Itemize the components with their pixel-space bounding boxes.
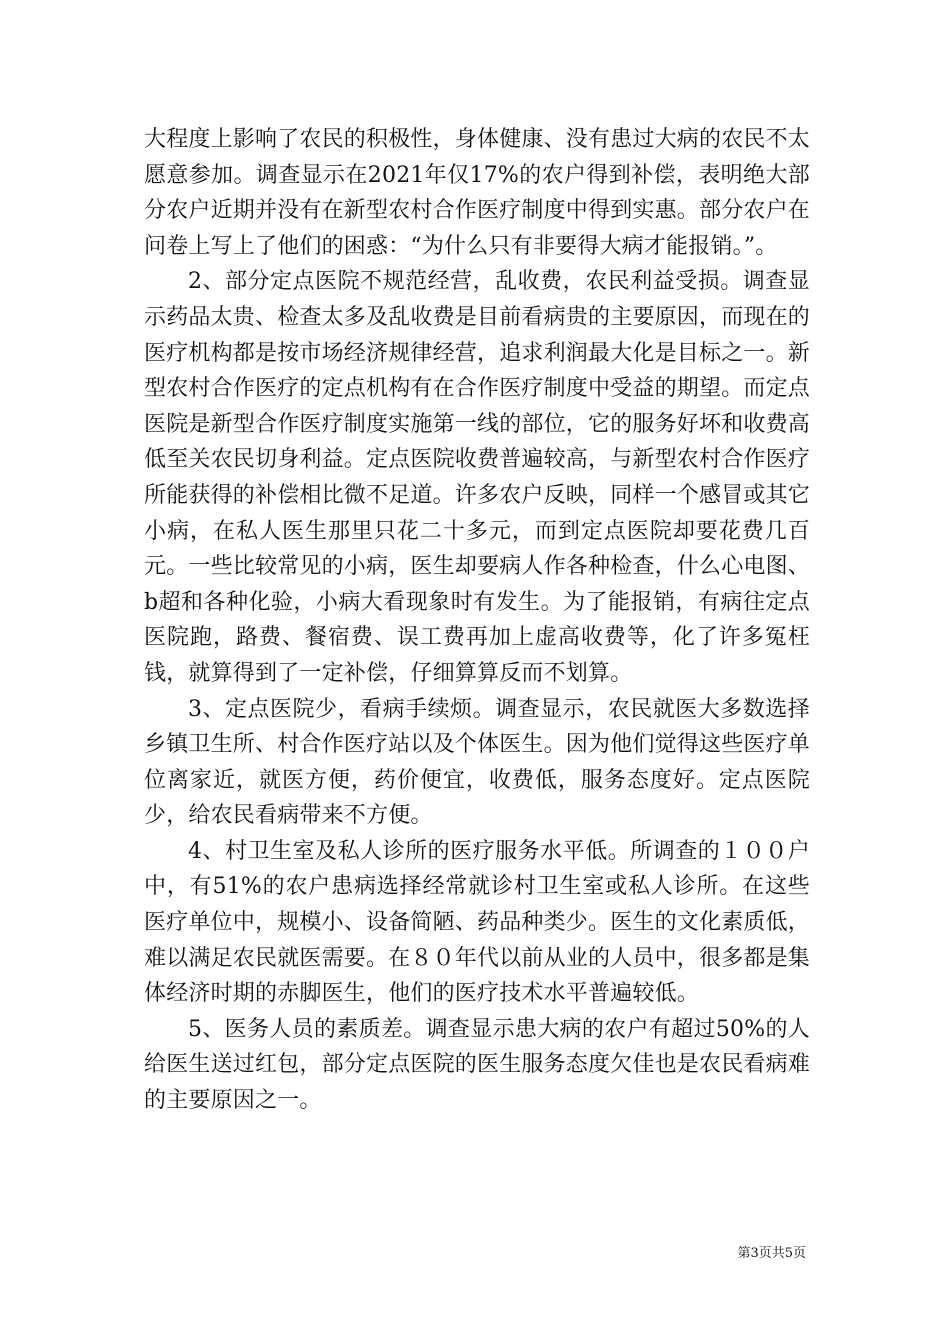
paragraph-point-5: 5、医务人员的素质差。调查显示患大病的农户有超过50%的人给医生送过红包，部分定点医院的医生服务态度欠佳也是农民看病难的主要原因之一。 [144, 1016, 811, 1114]
paragraph-point-3: 3、定点医院少，看病手续烦。调查显示，农民就医大多数选择乡镇卫生所、村合作医疗站以及个体医生。因为他们觉得这些医疗单位离家近，就医方便，药价便宜，收费低，服务态度好。定点医院少，给农民看病带来不方便。 [144, 696, 811, 829]
page-number-footer: 第3页共5页 [737, 1246, 806, 1261]
paragraph-point-4: 4、村卫生室及私人诊所的医疗服务水平低。所调查的１００户中，有51%的农户患病选择经常就诊村卫生室或私人诊所。在这些医疗单位中，规模小、设备简陋、药品种类少。医生的文化素质低，难以满足农民就医需要。在８０年代以前从业的人员中，很多都是集体经济时期的赤脚医生，他们的医疗技术水平普遍较低。 [144, 838, 811, 1007]
paragraph-continuation: 大程度上影响了农民的积极性，身体健康、没有患过大病的农民不太愿意参加。调查显示在2021年仅17%的农户得到补偿，表明绝大部分农户近期并没有在新型农村合作医疗制度中得到实惠。部分农户在问卷上写上了他们的困惑：“为什么只有非要得大病才能报销。”。 [144, 127, 811, 259]
paragraph-point-2: 2、部分定点医院不规范经营，乱收费，农民利益受损。调查显示药品太贵、检查太多及乱收费是目前看病贵的主要原因，而现在的医疗机构都是按市场经济规律经营，追求利润最大化是目标之一。新型农村合作医疗的定点机构有在合作医疗制度中受益的期望。而定点医院是新型合作医疗制度实施第一线的部位，它的服务好坏和收费高低至关农民切身利益。定点医院收费普遍较高，与新型农村合作医疗所能获得的补偿相比微不足道。许多农户反映，同样一个感冒或其它小病，在私人医生那里只花二十多元，而到定点医院却要花费几百元。一些比较常见的小病，医生却要病人作各种检查，什么心电图、b超和各种化验，小病大看现象时有发生。为了能报销，有病往定点医院跑，路费、餐宿费、误工费再加上虚高收费等，化了许多冤枉钱，就算得到了一定补偿，仔细算算反而不划算。 [144, 269, 811, 686]
document-body [144, 122, 810, 1119]
